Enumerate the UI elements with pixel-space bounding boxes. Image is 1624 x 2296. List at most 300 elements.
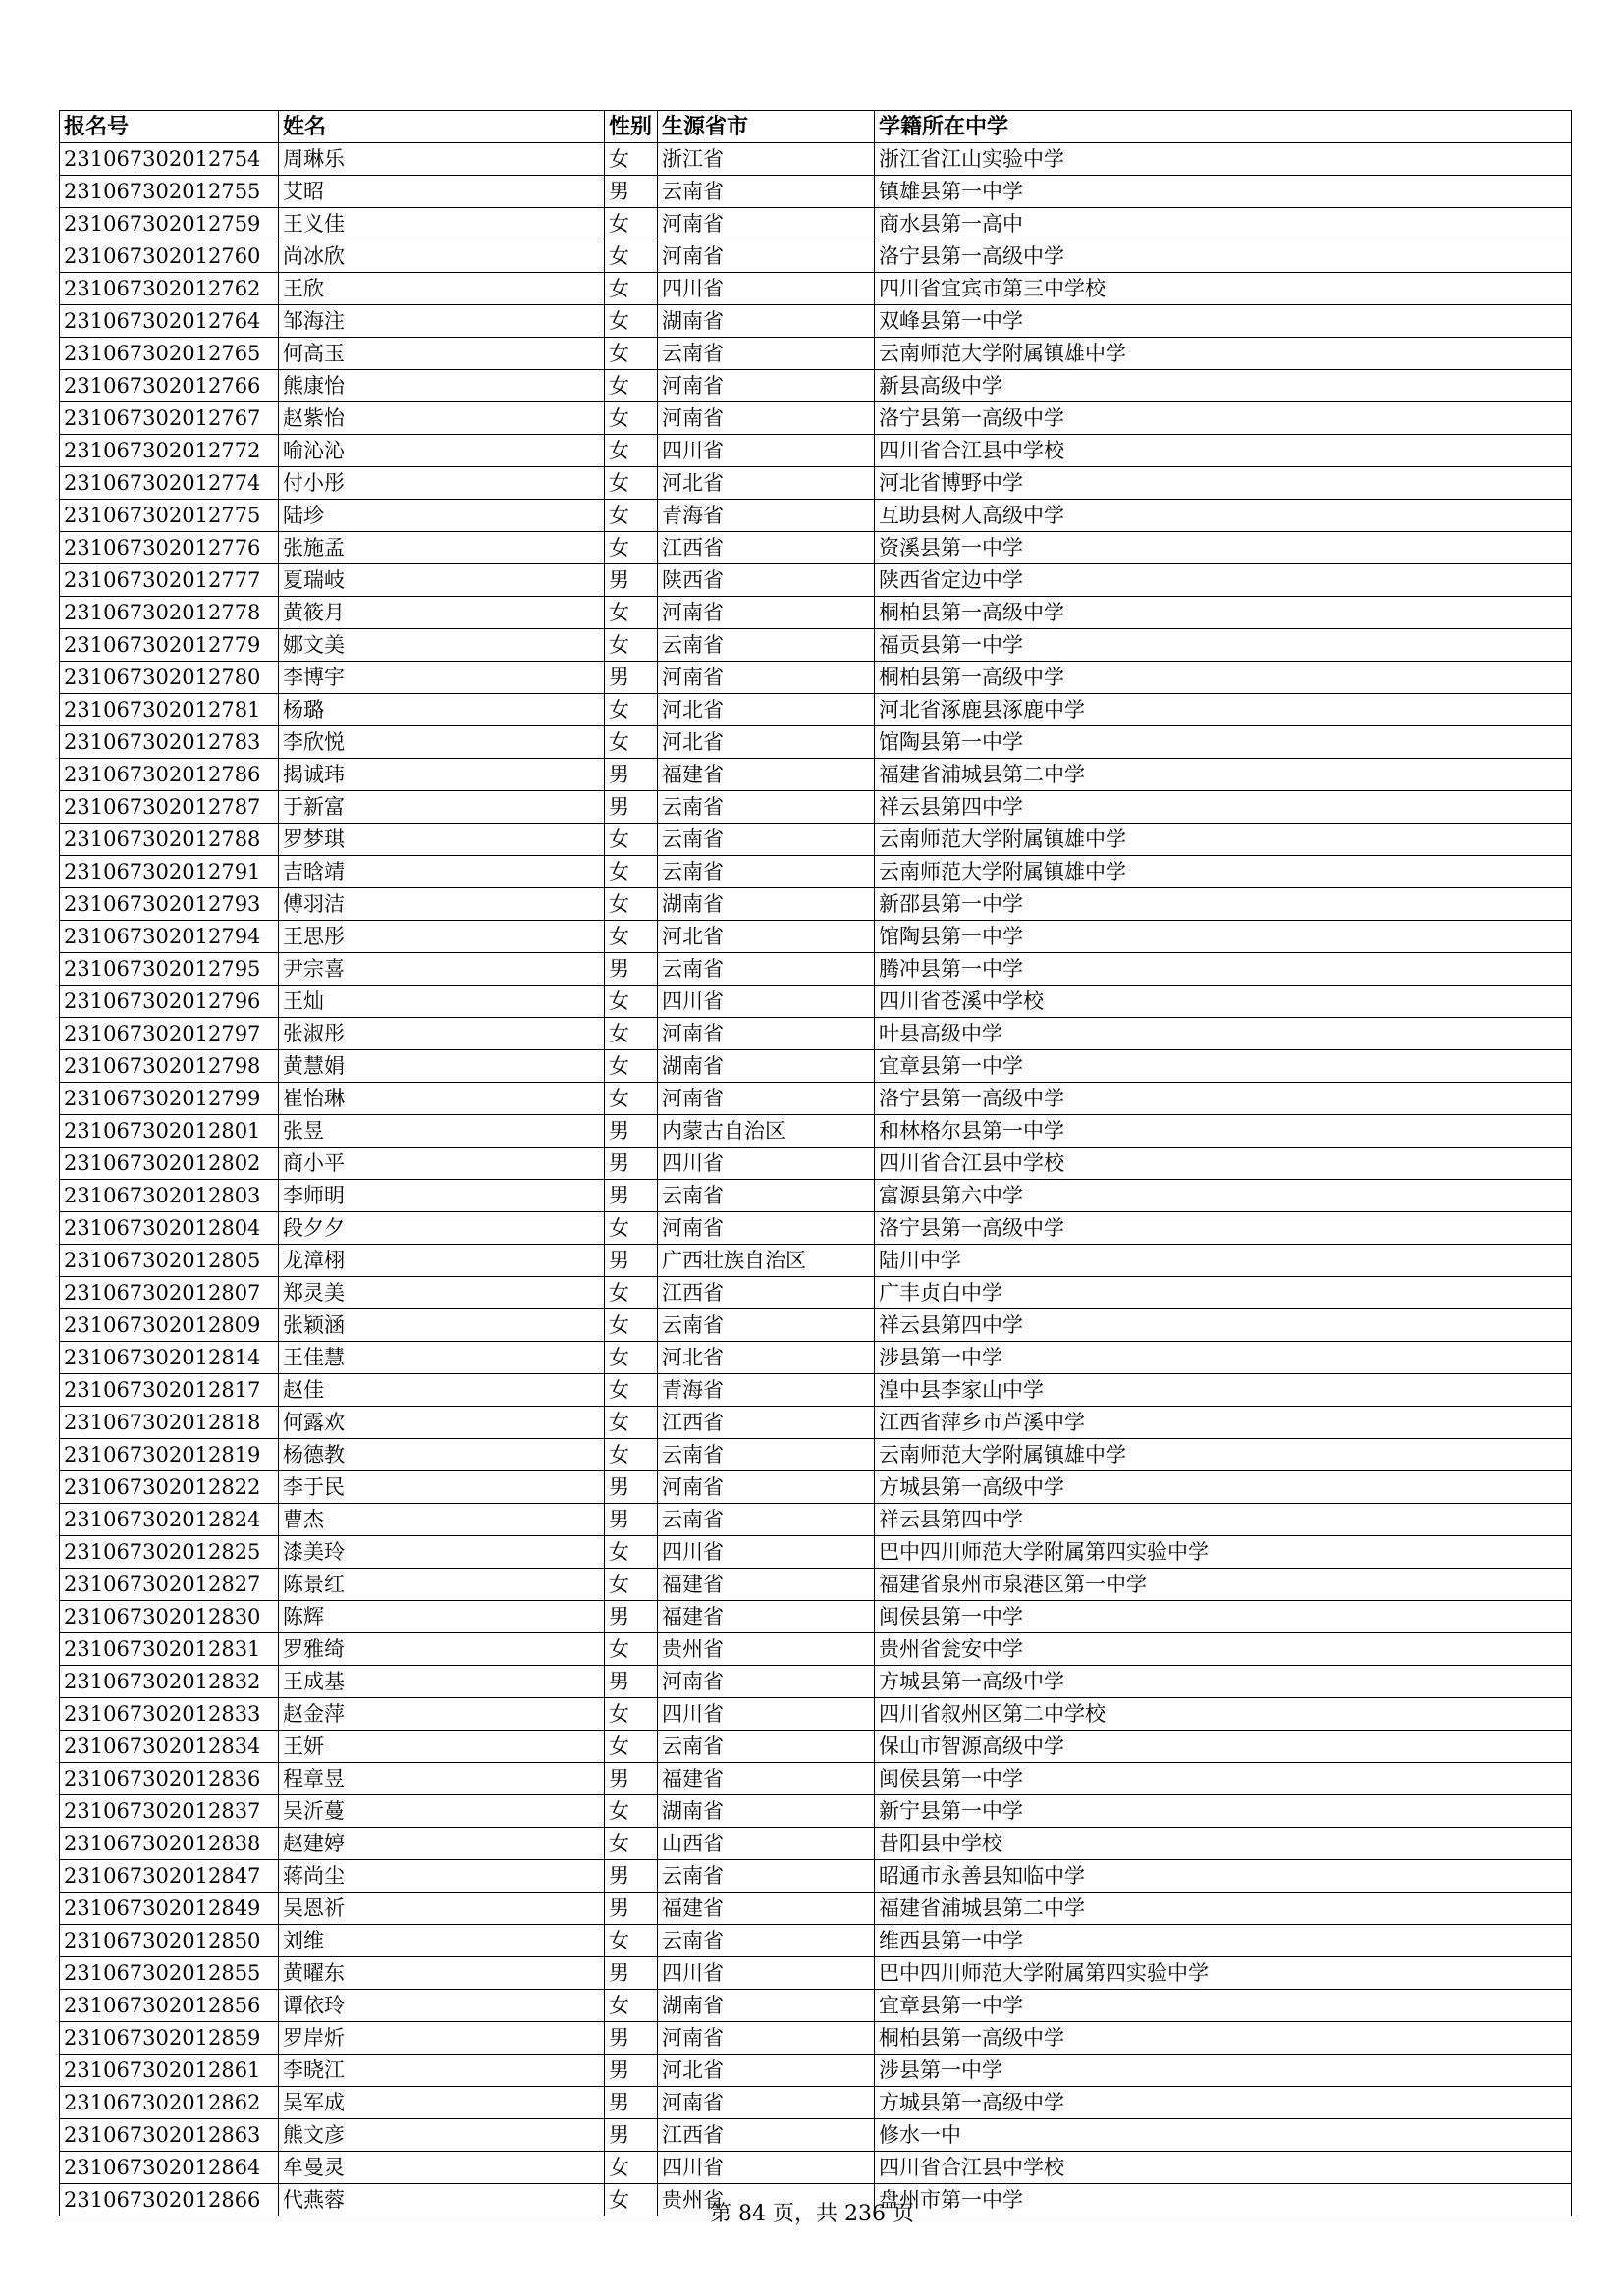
name-cell: 杨德教 <box>279 1439 605 1471</box>
gender-cell: 女 <box>605 338 658 370</box>
name-cell: 王思彤 <box>279 921 605 953</box>
registration-number-cell: 231067302012767 <box>60 402 279 435</box>
registration-number-cell: 231067302012855 <box>60 1957 279 1990</box>
province-cell: 四川省 <box>658 2152 875 2184</box>
gender-cell: 女 <box>605 1698 658 1731</box>
name-cell: 张颖涵 <box>279 1309 605 1342</box>
school-cell: 祥云县第四中学 <box>875 1504 1572 1536</box>
name-cell: 赵金萍 <box>279 1698 605 1731</box>
table-row <box>60 1957 1572 1990</box>
table-row <box>60 1536 1572 1569</box>
school-cell: 方城县第一高级中学 <box>875 2087 1572 2119</box>
table-row <box>60 1601 1572 1633</box>
school-cell: 湟中县李家山中学 <box>875 1374 1572 1407</box>
gender-cell: 女 <box>605 1083 658 1115</box>
gender-cell: 男 <box>605 791 658 824</box>
table-row <box>60 2055 1572 2087</box>
province-cell: 河南省 <box>658 1471 875 1504</box>
name-cell: 吴军成 <box>279 2087 605 2119</box>
gender-cell: 女 <box>605 726 658 759</box>
name-cell: 崔怡琳 <box>279 1083 605 1115</box>
province-cell: 河南省 <box>658 208 875 240</box>
province-cell: 河南省 <box>658 2087 875 2119</box>
table-row <box>60 176 1572 208</box>
admission-table <box>59 110 1572 2216</box>
name-cell: 刘维 <box>279 1925 605 1957</box>
gender-cell: 女 <box>605 1536 658 1569</box>
school-cell: 桐柏县第一高级中学 <box>875 2022 1572 2055</box>
table-row <box>60 1731 1572 1763</box>
province-cell: 贵州省 <box>658 1633 875 1666</box>
gender-cell: 女 <box>605 1828 658 1860</box>
name-cell: 代燕蓉 <box>279 2184 605 2216</box>
table-row <box>60 1018 1572 1050</box>
registration-number-cell: 231067302012775 <box>60 500 279 532</box>
province-cell: 湖南省 <box>658 1990 875 2022</box>
registration-number-cell: 231067302012856 <box>60 1990 279 2022</box>
table-row <box>60 662 1572 694</box>
table-row <box>60 1148 1572 1180</box>
school-cell: 祥云县第四中学 <box>875 791 1572 824</box>
table-row <box>60 791 1572 824</box>
table-row <box>60 532 1572 564</box>
gender-cell: 男 <box>605 1148 658 1180</box>
table-row <box>60 1115 1572 1148</box>
name-cell: 吉晗靖 <box>279 856 605 888</box>
school-cell: 方城县第一高级中学 <box>875 1471 1572 1504</box>
school-cell: 馆陶县第一中学 <box>875 726 1572 759</box>
school-cell: 四川省合江县中学校 <box>875 1148 1572 1180</box>
registration-number-cell: 231067302012804 <box>60 1212 279 1245</box>
table-row <box>60 2119 1572 2152</box>
registration-number-cell: 231067302012793 <box>60 888 279 921</box>
school-cell: 镇雄县第一中学 <box>875 176 1572 208</box>
gender-cell: 女 <box>605 921 658 953</box>
table-row <box>60 2152 1572 2184</box>
name-cell: 张昱 <box>279 1115 605 1148</box>
province-cell: 河南省 <box>658 1212 875 1245</box>
province-cell: 湖南省 <box>658 1795 875 1828</box>
school-cell: 和林格尔县第一中学 <box>875 1115 1572 1148</box>
school-cell: 四川省合江县中学校 <box>875 2152 1572 2184</box>
name-cell: 吴恩祈 <box>279 1893 605 1925</box>
province-cell: 河南省 <box>658 2022 875 2055</box>
province-cell: 云南省 <box>658 629 875 662</box>
table-body <box>60 143 1572 2216</box>
registration-number-cell: 231067302012836 <box>60 1763 279 1795</box>
school-cell: 商水县第一高中 <box>875 208 1572 240</box>
name-cell: 程章昱 <box>279 1763 605 1795</box>
name-cell: 罗梦琪 <box>279 824 605 856</box>
school-cell: 洛宁县第一高级中学 <box>875 1083 1572 1115</box>
name-cell: 黄筱月 <box>279 597 605 629</box>
registration-number-cell: 231067302012803 <box>60 1180 279 1212</box>
gender-cell: 女 <box>605 888 658 921</box>
table-row <box>60 726 1572 759</box>
table-row <box>60 240 1572 273</box>
registration-number-cell: 231067302012760 <box>60 240 279 273</box>
gender-cell: 女 <box>605 273 658 305</box>
name-cell: 李博宇 <box>279 662 605 694</box>
table-row <box>60 2022 1572 2055</box>
school-cell: 昭通市永善县知临中学 <box>875 1860 1572 1893</box>
province-cell: 四川省 <box>658 1957 875 1990</box>
gender-cell: 女 <box>605 143 658 176</box>
province-cell: 四川省 <box>658 986 875 1018</box>
school-cell: 宜章县第一中学 <box>875 1990 1572 2022</box>
school-cell: 巴中四川师范大学附属第四实验中学 <box>875 1957 1572 1990</box>
table-row <box>60 953 1572 986</box>
gender-cell: 女 <box>605 694 658 726</box>
school-cell: 新邵县第一中学 <box>875 888 1572 921</box>
school-cell: 云南师范大学附属镇雄中学 <box>875 824 1572 856</box>
table-row <box>60 1407 1572 1439</box>
table-row <box>60 1666 1572 1698</box>
province-cell: 河北省 <box>658 726 875 759</box>
gender-cell: 男 <box>605 1666 658 1698</box>
gender-cell: 女 <box>605 1018 658 1050</box>
school-cell: 福建省泉州市泉港区第一中学 <box>875 1569 1572 1601</box>
province-cell: 云南省 <box>658 1925 875 1957</box>
name-cell: 何露欢 <box>279 1407 605 1439</box>
table-row <box>60 694 1572 726</box>
province-cell: 云南省 <box>658 791 875 824</box>
name-cell: 郑灵美 <box>279 1277 605 1309</box>
registration-number-cell: 231067302012796 <box>60 986 279 1018</box>
gender-cell: 女 <box>605 597 658 629</box>
table-header-row <box>60 111 1572 143</box>
gender-cell: 女 <box>605 500 658 532</box>
school-cell: 昔阳县中学校 <box>875 1828 1572 1860</box>
name-cell: 李师明 <box>279 1180 605 1212</box>
name-cell: 陆珍 <box>279 500 605 532</box>
province-cell: 山西省 <box>658 1828 875 1860</box>
table-row <box>60 1180 1572 1212</box>
registration-number-cell: 231067302012833 <box>60 1698 279 1731</box>
province-cell: 广西壮族自治区 <box>658 1245 875 1277</box>
gender-cell: 女 <box>605 1212 658 1245</box>
table-row <box>60 824 1572 856</box>
table-row <box>60 1633 1572 1666</box>
province-cell: 四川省 <box>658 273 875 305</box>
gender-cell: 男 <box>605 1860 658 1893</box>
name-cell: 王成基 <box>279 1666 605 1698</box>
province-cell: 青海省 <box>658 500 875 532</box>
name-cell: 牟曼灵 <box>279 2152 605 2184</box>
registration-number-cell: 231067302012778 <box>60 597 279 629</box>
table-row <box>60 1471 1572 1504</box>
header-province: 生源省市 <box>658 111 875 143</box>
gender-cell: 女 <box>605 532 658 564</box>
province-cell: 贵州省 <box>658 2184 875 2216</box>
school-cell: 资溪县第一中学 <box>875 532 1572 564</box>
gender-cell: 女 <box>605 1569 658 1601</box>
gender-cell: 女 <box>605 1277 658 1309</box>
school-cell: 四川省苍溪中学校 <box>875 986 1572 1018</box>
school-cell: 互助县树人高级中学 <box>875 500 1572 532</box>
province-cell: 云南省 <box>658 1309 875 1342</box>
registration-number-cell: 231067302012777 <box>60 564 279 597</box>
school-cell: 馆陶县第一中学 <box>875 921 1572 953</box>
gender-cell: 男 <box>605 1245 658 1277</box>
province-cell: 河北省 <box>658 467 875 500</box>
registration-number-cell: 231067302012834 <box>60 1731 279 1763</box>
table-row <box>60 1990 1572 2022</box>
table-row <box>60 370 1572 402</box>
province-cell: 云南省 <box>658 1504 875 1536</box>
registration-number-cell: 231067302012809 <box>60 1309 279 1342</box>
name-cell: 李于民 <box>279 1471 605 1504</box>
registration-number-cell: 231067302012863 <box>60 2119 279 2152</box>
table-row <box>60 1504 1572 1536</box>
school-cell: 闽侯县第一中学 <box>875 1763 1572 1795</box>
province-cell: 福建省 <box>658 759 875 791</box>
name-cell: 杨璐 <box>279 694 605 726</box>
school-cell: 桐柏县第一高级中学 <box>875 662 1572 694</box>
name-cell: 王佳慧 <box>279 1342 605 1374</box>
school-cell: 云南师范大学附属镇雄中学 <box>875 338 1572 370</box>
name-cell: 罗岸炘 <box>279 2022 605 2055</box>
gender-cell: 女 <box>605 986 658 1018</box>
school-cell: 闽侯县第一中学 <box>875 1601 1572 1633</box>
province-cell: 河南省 <box>658 597 875 629</box>
name-cell: 张施孟 <box>279 532 605 564</box>
registration-number-cell: 231067302012802 <box>60 1148 279 1180</box>
name-cell: 王灿 <box>279 986 605 1018</box>
name-cell: 曹杰 <box>279 1504 605 1536</box>
table-row <box>60 986 1572 1018</box>
school-cell: 涉县第一中学 <box>875 2055 1572 2087</box>
school-cell: 四川省合江县中学校 <box>875 435 1572 467</box>
table-row <box>60 921 1572 953</box>
name-cell: 赵建婷 <box>279 1828 605 1860</box>
gender-cell: 男 <box>605 2022 658 2055</box>
province-cell: 云南省 <box>658 953 875 986</box>
school-cell: 浙江省江山实验中学 <box>875 143 1572 176</box>
registration-number-cell: 231067302012838 <box>60 1828 279 1860</box>
registration-number-cell: 231067302012819 <box>60 1439 279 1471</box>
table-row <box>60 1050 1572 1083</box>
province-cell: 河南省 <box>658 240 875 273</box>
province-cell: 河北省 <box>658 1342 875 1374</box>
school-cell: 四川省叙州区第二中学校 <box>875 1698 1572 1731</box>
table-row <box>60 1374 1572 1407</box>
table-row <box>60 208 1572 240</box>
school-cell: 宜章县第一中学 <box>875 1050 1572 1083</box>
gender-cell: 女 <box>605 240 658 273</box>
gender-cell: 女 <box>605 1407 658 1439</box>
name-cell: 罗雅绮 <box>279 1633 605 1666</box>
school-cell: 洛宁县第一高级中学 <box>875 1212 1572 1245</box>
name-cell: 龙漳栩 <box>279 1245 605 1277</box>
province-cell: 浙江省 <box>658 143 875 176</box>
province-cell: 云南省 <box>658 176 875 208</box>
gender-cell: 男 <box>605 1471 658 1504</box>
registration-number-cell: 231067302012779 <box>60 629 279 662</box>
gender-cell: 女 <box>605 402 658 435</box>
name-cell: 谭依玲 <box>279 1990 605 2022</box>
school-cell: 新宁县第一中学 <box>875 1795 1572 1828</box>
name-cell: 李晓江 <box>279 2055 605 2087</box>
registration-number-cell: 231067302012831 <box>60 1633 279 1666</box>
registration-number-cell: 231067302012837 <box>60 1795 279 1828</box>
gender-cell: 女 <box>605 1050 658 1083</box>
gender-cell: 女 <box>605 435 658 467</box>
gender-cell: 女 <box>605 1990 658 2022</box>
province-cell: 云南省 <box>658 824 875 856</box>
table-row <box>60 1439 1572 1471</box>
gender-cell: 男 <box>605 953 658 986</box>
table-row <box>60 467 1572 500</box>
province-cell: 福建省 <box>658 1893 875 1925</box>
registration-number-cell: 231067302012797 <box>60 1018 279 1050</box>
registration-number-cell: 231067302012807 <box>60 1277 279 1309</box>
school-cell: 江西省萍乡市芦溪中学 <box>875 1407 1572 1439</box>
registration-number-cell: 231067302012847 <box>60 1860 279 1893</box>
province-cell: 河南省 <box>658 402 875 435</box>
school-cell: 福建省浦城县第二中学 <box>875 1893 1572 1925</box>
province-cell: 湖南省 <box>658 1050 875 1083</box>
school-cell: 河北省博野中学 <box>875 467 1572 500</box>
name-cell: 陈景红 <box>279 1569 605 1601</box>
name-cell: 张淑彤 <box>279 1018 605 1050</box>
province-cell: 湖南省 <box>658 888 875 921</box>
registration-number-cell: 231067302012866 <box>60 2184 279 2216</box>
province-cell: 陕西省 <box>658 564 875 597</box>
table-row <box>60 435 1572 467</box>
table-row <box>60 143 1572 176</box>
gender-cell: 男 <box>605 1957 658 1990</box>
table-row <box>60 1893 1572 1925</box>
school-cell: 云南师范大学附属镇雄中学 <box>875 1439 1572 1471</box>
school-cell: 巴中四川师范大学附属第四实验中学 <box>875 1536 1572 1569</box>
name-cell: 黄曜东 <box>279 1957 605 1990</box>
table-row <box>60 597 1572 629</box>
registration-number-cell: 231067302012783 <box>60 726 279 759</box>
name-cell: 何高玉 <box>279 338 605 370</box>
name-cell: 熊康怡 <box>279 370 605 402</box>
gender-cell: 男 <box>605 759 658 791</box>
registration-number-cell: 231067302012759 <box>60 208 279 240</box>
registration-number-cell: 231067302012864 <box>60 2152 279 2184</box>
name-cell: 邹海注 <box>279 305 605 338</box>
registration-number-cell: 231067302012786 <box>60 759 279 791</box>
table-row <box>60 888 1572 921</box>
table-row <box>60 1569 1572 1601</box>
table-row <box>60 2087 1572 2119</box>
name-cell: 喻沁沁 <box>279 435 605 467</box>
name-cell: 赵佳 <box>279 1374 605 1407</box>
school-cell: 祥云县第四中学 <box>875 1309 1572 1342</box>
province-cell: 江西省 <box>658 1277 875 1309</box>
school-cell: 腾冲县第一中学 <box>875 953 1572 986</box>
province-cell: 内蒙古自治区 <box>658 1115 875 1148</box>
table-row <box>60 1763 1572 1795</box>
registration-number-cell: 231067302012795 <box>60 953 279 986</box>
province-cell: 湖南省 <box>658 305 875 338</box>
province-cell: 云南省 <box>658 856 875 888</box>
gender-cell: 女 <box>605 1925 658 1957</box>
school-cell: 广丰贞白中学 <box>875 1277 1572 1309</box>
registration-number-cell: 231067302012765 <box>60 338 279 370</box>
province-cell: 福建省 <box>658 1763 875 1795</box>
name-cell: 尚冰欣 <box>279 240 605 273</box>
registration-number-cell: 231067302012801 <box>60 1115 279 1148</box>
registration-number-cell: 231067302012766 <box>60 370 279 402</box>
name-cell: 夏瑞岐 <box>279 564 605 597</box>
school-cell: 四川省宜宾市第三中学校 <box>875 273 1572 305</box>
registration-number-cell: 231067302012780 <box>60 662 279 694</box>
table-row <box>60 338 1572 370</box>
table-row <box>60 500 1572 532</box>
registration-number-cell: 231067302012830 <box>60 1601 279 1633</box>
name-cell: 娜文美 <box>279 629 605 662</box>
school-cell: 福建省浦城县第二中学 <box>875 759 1572 791</box>
table-row <box>60 1309 1572 1342</box>
name-cell: 商小平 <box>279 1148 605 1180</box>
school-cell: 云南师范大学附属镇雄中学 <box>875 856 1572 888</box>
registration-number-cell: 231067302012794 <box>60 921 279 953</box>
province-cell: 河北省 <box>658 921 875 953</box>
province-cell: 河南省 <box>658 1666 875 1698</box>
table-row <box>60 1795 1572 1828</box>
gender-cell: 男 <box>605 1601 658 1633</box>
registration-number-cell: 231067302012787 <box>60 791 279 824</box>
header-gender: 性别 <box>605 111 658 143</box>
registration-number-cell: 231067302012822 <box>60 1471 279 1504</box>
province-cell: 云南省 <box>658 338 875 370</box>
province-cell: 河南省 <box>658 662 875 694</box>
province-cell: 河北省 <box>658 2055 875 2087</box>
name-cell: 周琳乐 <box>279 143 605 176</box>
table-row <box>60 1925 1572 1957</box>
province-cell: 河南省 <box>658 1083 875 1115</box>
name-cell: 赵紫怡 <box>279 402 605 435</box>
gender-cell: 男 <box>605 564 658 597</box>
name-cell: 李欣悦 <box>279 726 605 759</box>
registration-number-cell: 231067302012849 <box>60 1893 279 1925</box>
province-cell: 四川省 <box>658 1148 875 1180</box>
province-cell: 四川省 <box>658 1698 875 1731</box>
province-cell: 青海省 <box>658 1374 875 1407</box>
school-cell: 叶县高级中学 <box>875 1018 1572 1050</box>
table-row <box>60 273 1572 305</box>
province-cell: 四川省 <box>658 435 875 467</box>
name-cell: 吴沂蔓 <box>279 1795 605 1828</box>
registration-number-cell: 231067302012764 <box>60 305 279 338</box>
table-row <box>60 402 1572 435</box>
registration-number-cell: 231067302012824 <box>60 1504 279 1536</box>
gender-cell: 女 <box>605 824 658 856</box>
name-cell: 熊文彦 <box>279 2119 605 2152</box>
page-footer: 第 84 页，共 236 页 <box>710 2202 914 2226</box>
province-cell: 云南省 <box>658 1860 875 1893</box>
province-cell: 云南省 <box>658 1731 875 1763</box>
school-cell: 洛宁县第一高级中学 <box>875 402 1572 435</box>
province-cell: 河北省 <box>658 694 875 726</box>
school-cell: 涉县第一中学 <box>875 1342 1572 1374</box>
table-row <box>60 1083 1572 1115</box>
registration-number-cell: 231067302012814 <box>60 1342 279 1374</box>
gender-cell: 女 <box>605 1795 658 1828</box>
table-row <box>60 1828 1572 1860</box>
name-cell: 蒋尚尘 <box>279 1860 605 1893</box>
province-cell: 福建省 <box>658 1569 875 1601</box>
registration-number-cell: 231067302012859 <box>60 2022 279 2055</box>
province-cell: 河南省 <box>658 370 875 402</box>
registration-number-cell: 231067302012791 <box>60 856 279 888</box>
registration-number-cell: 231067302012788 <box>60 824 279 856</box>
